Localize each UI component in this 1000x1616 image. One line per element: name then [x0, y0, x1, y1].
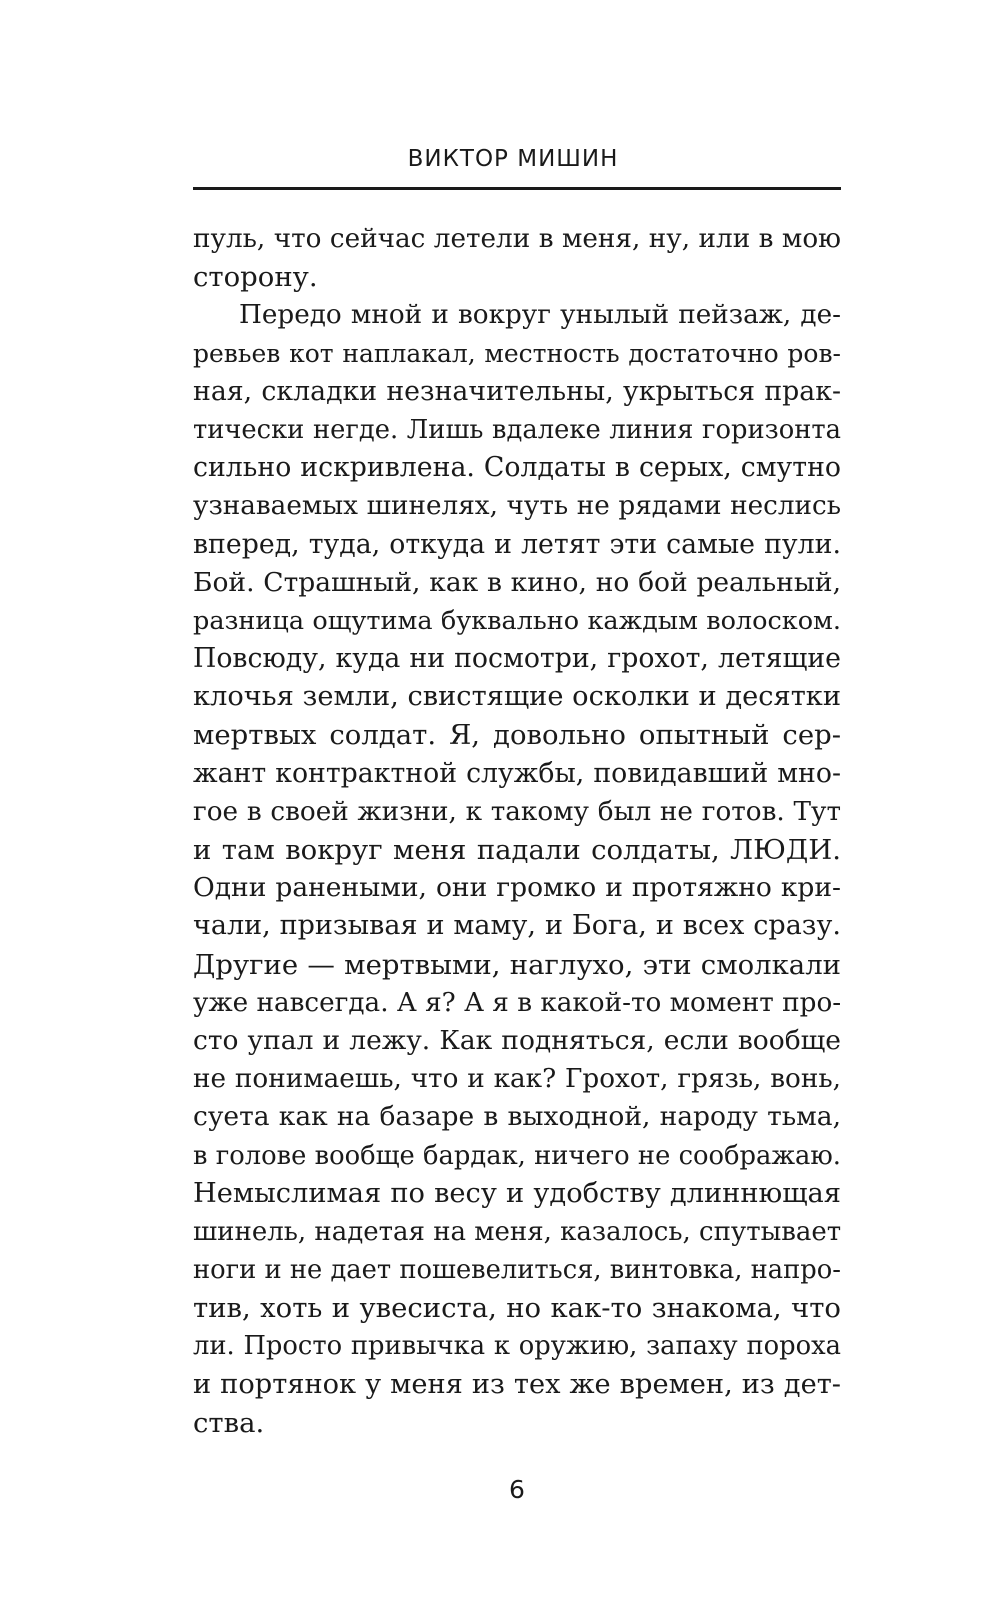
text-line: ревьев кот наплакал, местность достаточно ров-: [193, 338, 841, 368]
text-line: Бой. Страшный, как в кино, но бой реальный,: [193, 566, 841, 598]
text-line: пуль, что сейчас летели в меня, ну, или в мою: [193, 224, 841, 254]
text-line: Передо мной и вокруг унылый пейзаж, де-: [239, 300, 841, 331]
text-line: разница ощутима буквально каждым волоском.: [193, 605, 841, 636]
text-line: в голове вообще бардак, ничего не соображаю.: [193, 1140, 841, 1171]
text-line: сторону.: [193, 261, 318, 294]
text-line: клочья земли, свистящие осколки и десятки: [193, 681, 841, 713]
body-text: [193, 220, 841, 1442]
text-line: гое в своей жизни, к такому был не готов. Тут: [193, 796, 841, 827]
text-line: не понимаешь, что и как? Грохот, грязь, вонь,: [193, 1064, 841, 1095]
text-line: и портянок у меня из тех же времен, из дет-: [193, 1368, 841, 1400]
text-line: чали, призывая и маму, и Бога, и всех сразу.: [193, 910, 841, 942]
running-head: ВИКТОР МИШИН: [407, 146, 619, 172]
text-line: Повсюду, куда ни посмотри, грохот, летящие: [193, 643, 841, 675]
text-line: мертвых солдат. Я, довольно опытный сер-: [193, 719, 841, 752]
text-line: ная, складки незначительны, укрыться прак-: [193, 375, 841, 407]
text-line: ли. Просто привычка к оружию, запаху пороха: [193, 1331, 841, 1362]
text-line: узнаваемых шинелях, чуть не рядами неслись: [193, 491, 841, 522]
page-number: 6: [509, 1475, 525, 1504]
text-line: сто упал и лежу. Как подняться, если вообще: [193, 1024, 841, 1056]
header-rule: [193, 187, 841, 190]
text-line: и там вокруг меня падали солдаты, ЛЮДИ.: [193, 834, 841, 866]
text-line: сильно искривлена. Солдаты в серых, смутно: [193, 452, 841, 484]
text-line: Другие — мертвыми, наглухо, эти смолкали: [193, 948, 841, 981]
text-line: жант контрактной службы, повидавший мно-: [193, 757, 841, 789]
text-line: тив, хоть и увесиста, но как-то знакома, что: [193, 1292, 841, 1325]
text-line: Немыслимая по весу и удобству длиннющая: [193, 1177, 841, 1209]
text-line: тически негде. Лишь вдалеке линия горизонта: [193, 414, 841, 445]
text-line: ства.: [193, 1406, 265, 1439]
text-line: вперед, туда, откуда и летят эти самые пули.: [193, 528, 841, 560]
text-line: суета как на базаре в выходной, народу тьма,: [193, 1101, 841, 1133]
text-line: уже навсегда. А я? А я в какой-то момент про-: [193, 987, 842, 1018]
text-line: Одни ранеными, они громко и протяжно кри-: [193, 872, 841, 904]
text-line: шинель, надетая на меня, казалось, спутывает: [193, 1216, 842, 1247]
text-line: ноги и не дает пошевелиться, винтовка, напро-: [193, 1255, 841, 1286]
